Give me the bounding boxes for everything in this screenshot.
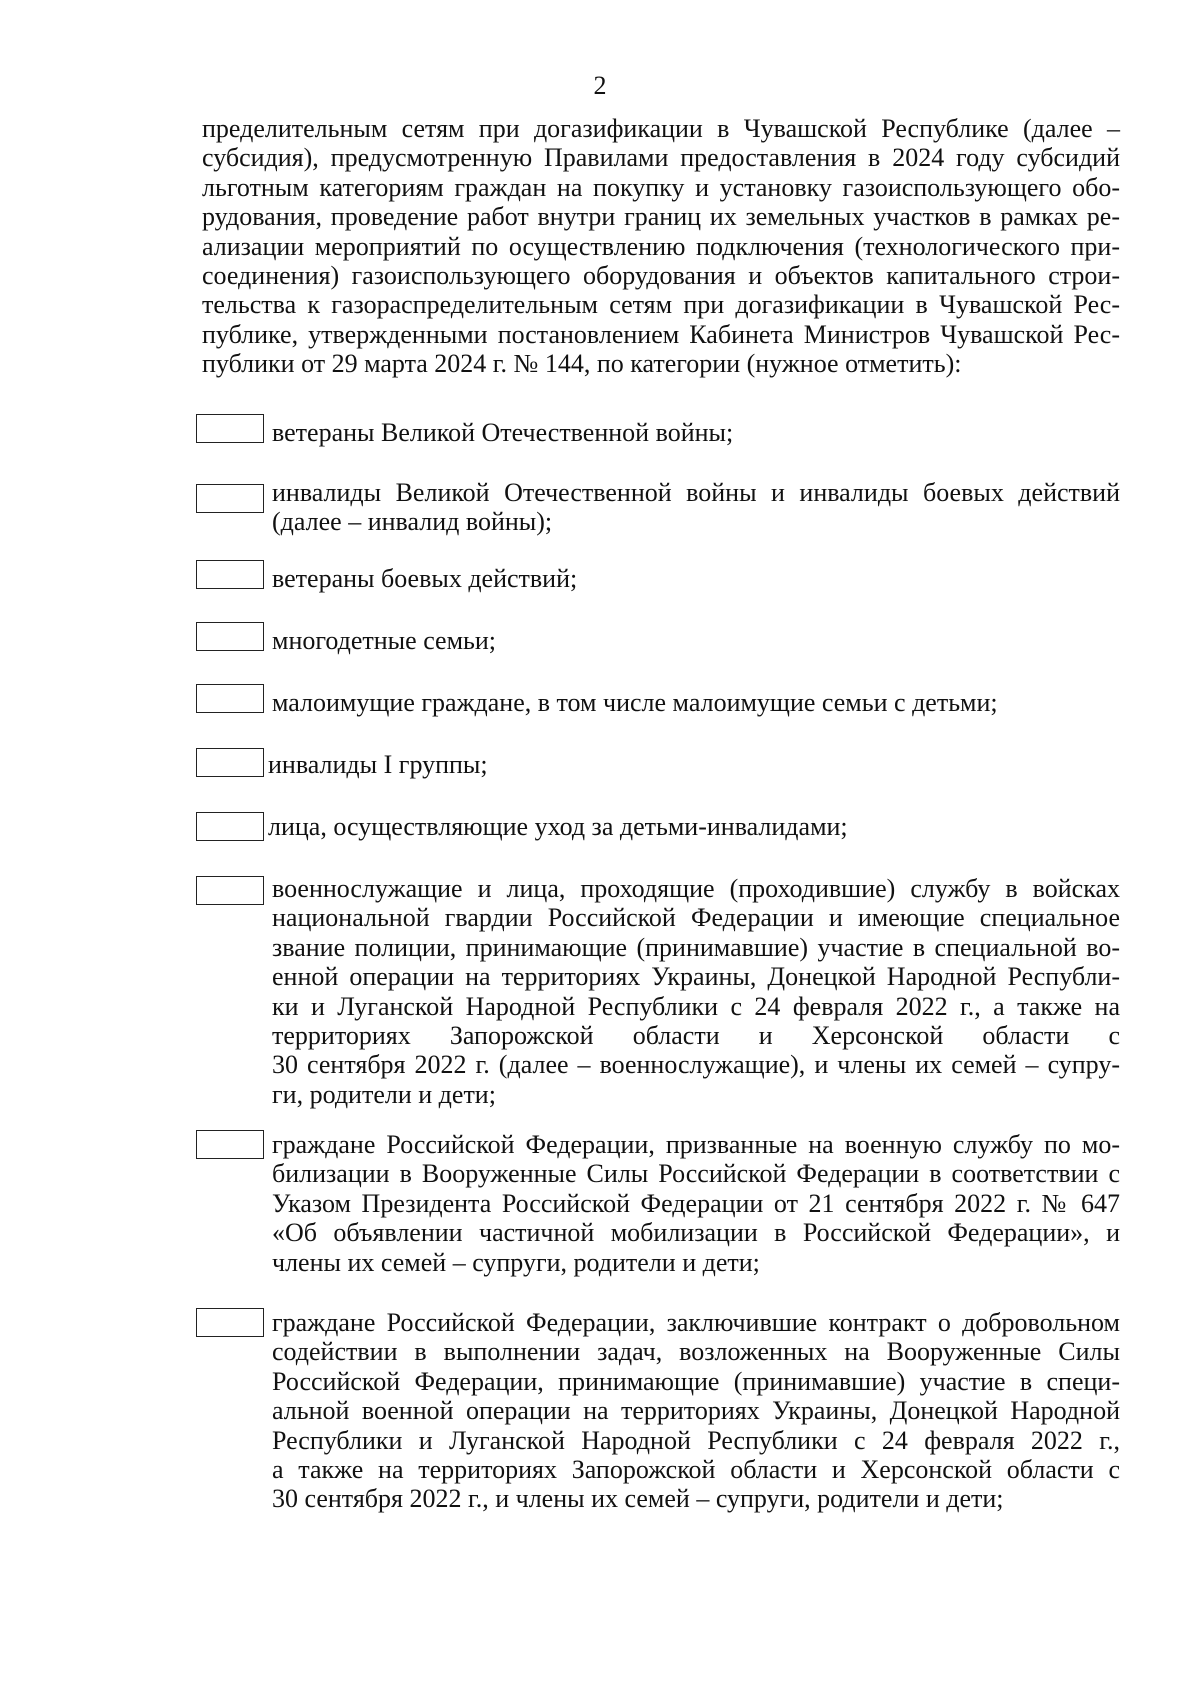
category-label: инвалиды Великой Отечественной войны и инвалиды боевых действий (далее – инвалид войны); (272, 478, 1120, 537)
intro-paragraph (202, 114, 1120, 379)
intro-line: субсидия), предусмотренную Правилами предоставления в 2024 году субсидий (202, 143, 1120, 173)
category-label: военнослужащие и лица, проходящие (проходившие) службу в войсках национальной гвардии Российской Федерации и имеющие специальное звание полиции, принимающие (принимавшие) участие в специальной во- енной операции на территориях Украины, Донецкой Народной Республи- ки и Луганской Народной Республики с 24 февраля 2022 г., а также на территориях Запорожской области и Херсонской области с 30 сентября 2022 г. (далее – военнослужащие), и члены их семей – супру- ги, родители и дети; (272, 874, 1120, 1109)
category-checkbox[interactable] (196, 560, 264, 589)
category-label: ветераны Великой Отечественной войны; (272, 418, 734, 447)
intro-line: рудования, проведение работ внутри границ их земельных участков в рамках ре- (202, 202, 1120, 232)
category-label: ветераны боевых действий; (272, 564, 578, 593)
category-checkbox[interactable] (196, 876, 264, 905)
category-label: малоимущие граждане, в том числе малоимущие семьи с детьми; (272, 688, 998, 717)
category-checkbox[interactable] (196, 1130, 264, 1159)
intro-line: публике, утвержденными постановлением Кабинета Министров Чувашской Рес- (202, 319, 1120, 349)
category-checkbox[interactable] (196, 748, 264, 777)
category-checkbox[interactable] (196, 414, 264, 443)
category-label: лица, осуществляющие уход за детьми-инвалидами; (268, 812, 848, 841)
category-label: инвалиды I группы; (268, 750, 488, 779)
page-number: 2 (593, 71, 607, 100)
category-checkbox[interactable] (196, 684, 264, 713)
intro-line: льготным категориям граждан на покупку и установку газоиспользующего обо- (202, 172, 1120, 202)
category-label: граждане Российской Федерации, заключившие контракт о добровольном содействии в выполнении задач, возложенных на Вооруженные Силы Российской Федерации, принимающие (принимавшие) участие в специ- альной военной операции на территориях Украины, Донецкой Народной Республики и Луганской Народной Республики с 24 февраля 2022 г., а также на территориях Запорожской области и Херсонской области с 30 сентября 2022 г., и члены их семей – супруги, родители и дети; (272, 1308, 1120, 1514)
category-label: граждане Российской Федерации, призванные на военную службу по мо- билизации в Вооруженные Силы Российской Федерации в соответствии с Указом Президента Российской Федерации от 21 сентября 2022 г. № 647 «Об объявлении частичной мобилизации в Российской Федерации», и члены их семей – супруги, родители и дети; (272, 1130, 1120, 1277)
intro-line: пределительным сетям при догазификации в Чувашской Республике (далее – (202, 114, 1120, 143)
category-checkbox[interactable] (196, 622, 264, 651)
intro-line: соединения) газоиспользующего оборудования и объектов капитального строи- (202, 261, 1120, 291)
category-checkbox[interactable] (196, 812, 264, 841)
category-label: многодетные семьи; (272, 626, 497, 655)
category-checkbox[interactable] (196, 484, 264, 513)
intro-line: ализации мероприятий по осуществлению подключения (технологического при- (202, 231, 1120, 261)
intro-line: публики от 29 марта 2024 г. № 144, по категории (нужное отметить): (202, 349, 962, 379)
intro-line: тельства к газораспределительным сетям при догазификации в Чувашской Рес- (202, 290, 1120, 320)
category-checkbox[interactable] (196, 1308, 264, 1337)
